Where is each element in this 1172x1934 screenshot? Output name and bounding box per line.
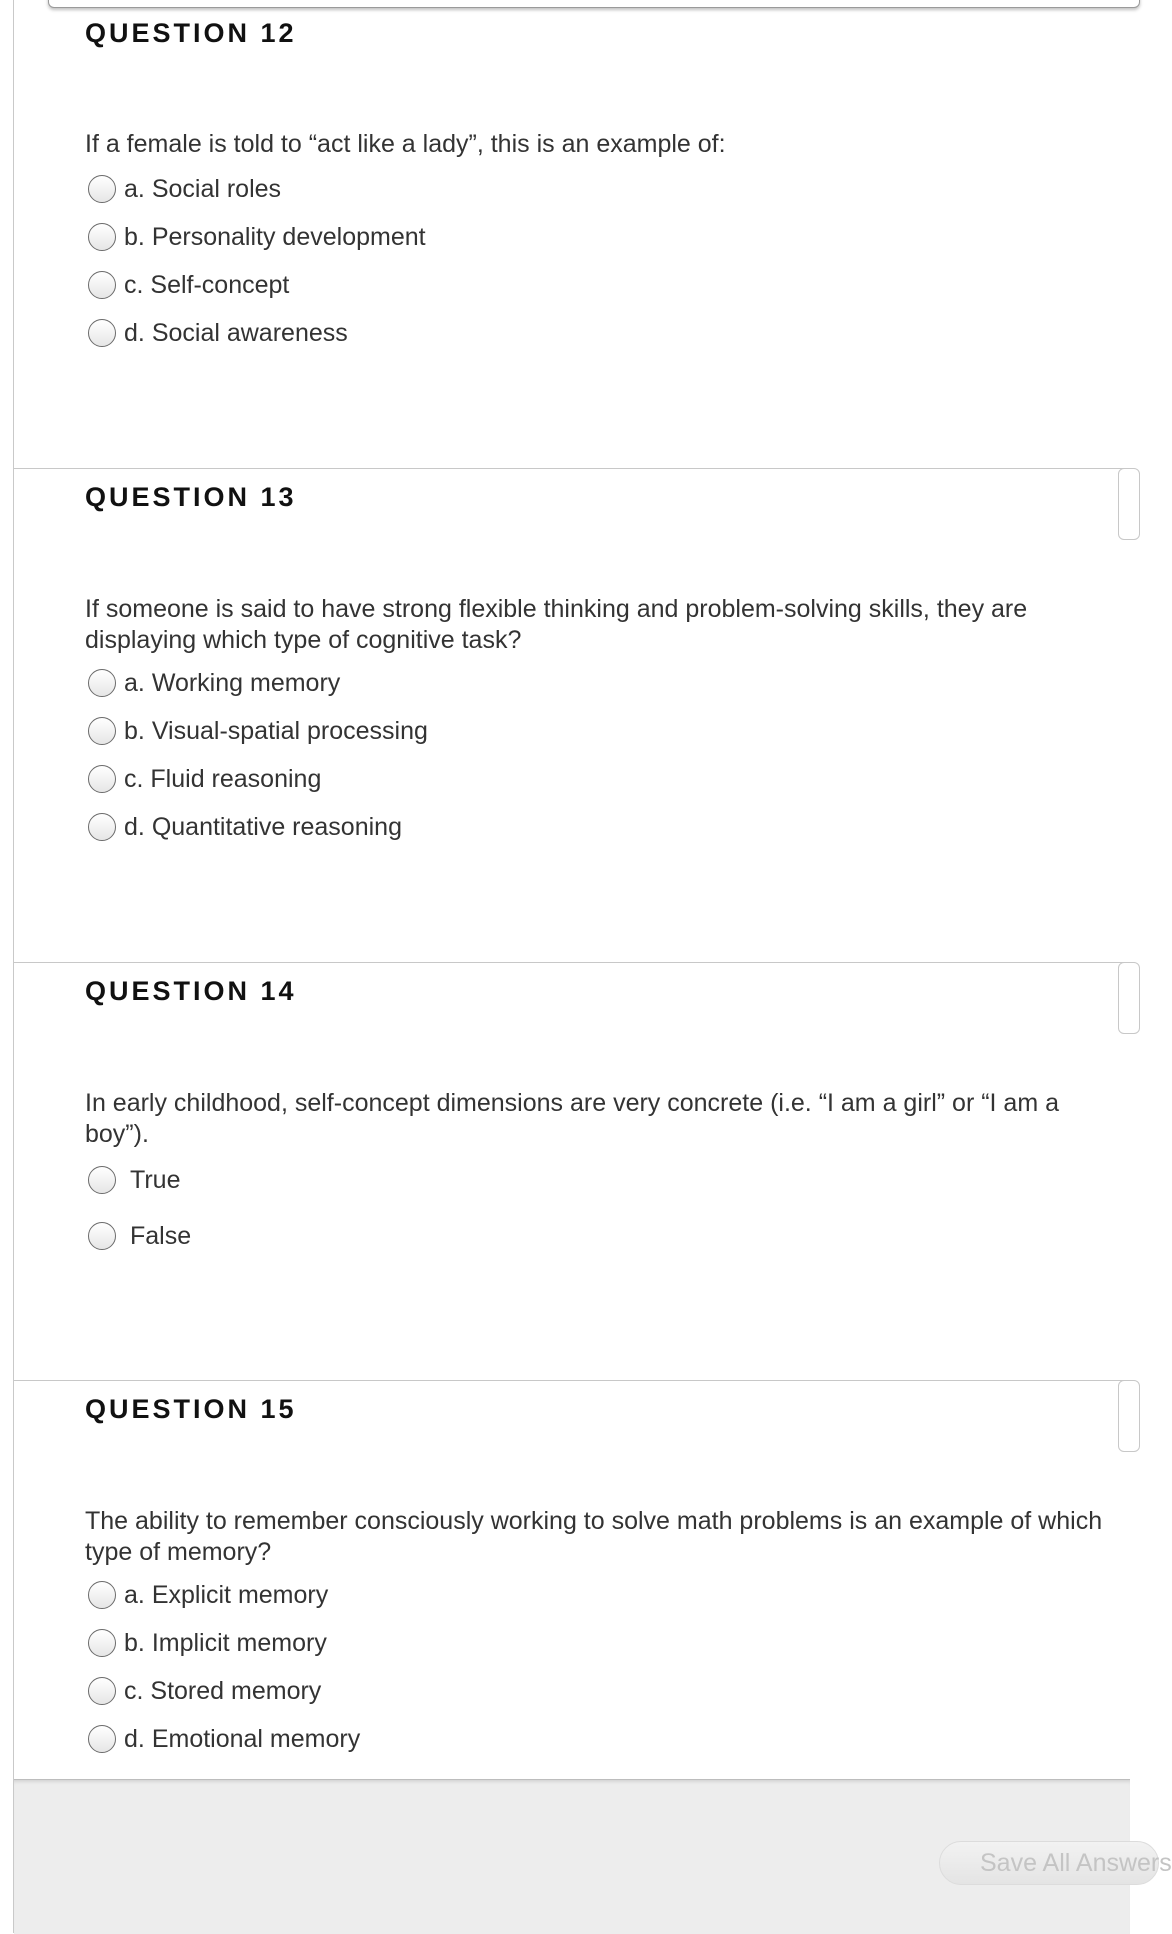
question-14-title: QUESTION 14 — [85, 976, 297, 1006]
radio-button[interactable] — [88, 765, 116, 793]
question-15-side-tab — [1118, 1380, 1140, 1452]
question-13-option-a[interactable]: a. Working memory — [88, 665, 340, 701]
question-15-option-a[interactable]: a. Explicit memory — [88, 1577, 328, 1613]
radio-button[interactable] — [88, 1581, 116, 1609]
question-12-prompt: If a female is told to “act like a lady”, this is an example of: — [85, 130, 726, 158]
question-15-prompt: The ability to remember consciously working to solve math problems is an example of which type of memory? — [85, 1507, 1103, 1566]
top-strip — [48, 0, 1140, 8]
radio-button[interactable] — [88, 1677, 116, 1705]
radio-button[interactable] — [88, 1166, 116, 1194]
save-all-answers-button[interactable]: Save All Answers — [939, 1841, 1159, 1885]
question-14-option-false[interactable]: False — [88, 1218, 191, 1254]
question-13-option-d[interactable]: d. Quantitative reasoning — [88, 809, 402, 845]
radio-button[interactable] — [88, 1629, 116, 1657]
question-13-option-b[interactable]: b. Visual-spatial processing — [88, 713, 428, 749]
radio-button[interactable] — [88, 319, 116, 347]
question-15-title: QUESTION 15 — [85, 1394, 297, 1424]
radio-button[interactable] — [88, 669, 116, 697]
question-divider — [14, 468, 1130, 469]
question-12-option-d[interactable]: d. Social awareness — [88, 315, 348, 351]
submission-footer — [14, 1779, 1172, 1934]
radio-button[interactable] — [88, 717, 116, 745]
question-15-option-b[interactable]: b. Implicit memory — [88, 1625, 327, 1661]
question-13-title: QUESTION 13 — [85, 482, 297, 512]
question-13-side-tab — [1118, 468, 1140, 540]
radio-button[interactable] — [88, 223, 116, 251]
question-14-prompt: In early childhood, self-concept dimensions are very concrete (i.e. “I am a girl” or “I am a boy”). — [85, 1089, 1060, 1148]
radio-button[interactable] — [88, 1725, 116, 1753]
question-14-option-true[interactable]: True — [88, 1162, 180, 1198]
question-divider — [14, 962, 1130, 963]
radio-button[interactable] — [88, 271, 116, 299]
question-12-option-b[interactable]: b. Personality development — [88, 219, 426, 255]
question-12-title: QUESTION 12 — [85, 18, 297, 48]
question-12-option-c[interactable]: c. Self-concept — [88, 267, 289, 303]
radio-button[interactable] — [88, 813, 116, 841]
question-13-prompt: If someone is said to have strong flexible thinking and problem-solving skills, they are displaying which type of cognitive task? — [85, 595, 1028, 654]
radio-button[interactable] — [88, 1222, 116, 1250]
question-15-option-c[interactable]: c. Stored memory — [88, 1673, 321, 1709]
question-12-option-a[interactable]: a. Social roles — [88, 171, 281, 207]
radio-button[interactable] — [88, 175, 116, 203]
question-13-option-c[interactable]: c. Fluid reasoning — [88, 761, 321, 797]
question-15-option-d[interactable]: d. Emotional memory — [88, 1721, 360, 1757]
question-divider — [14, 1380, 1130, 1381]
question-14-side-tab — [1118, 962, 1140, 1034]
